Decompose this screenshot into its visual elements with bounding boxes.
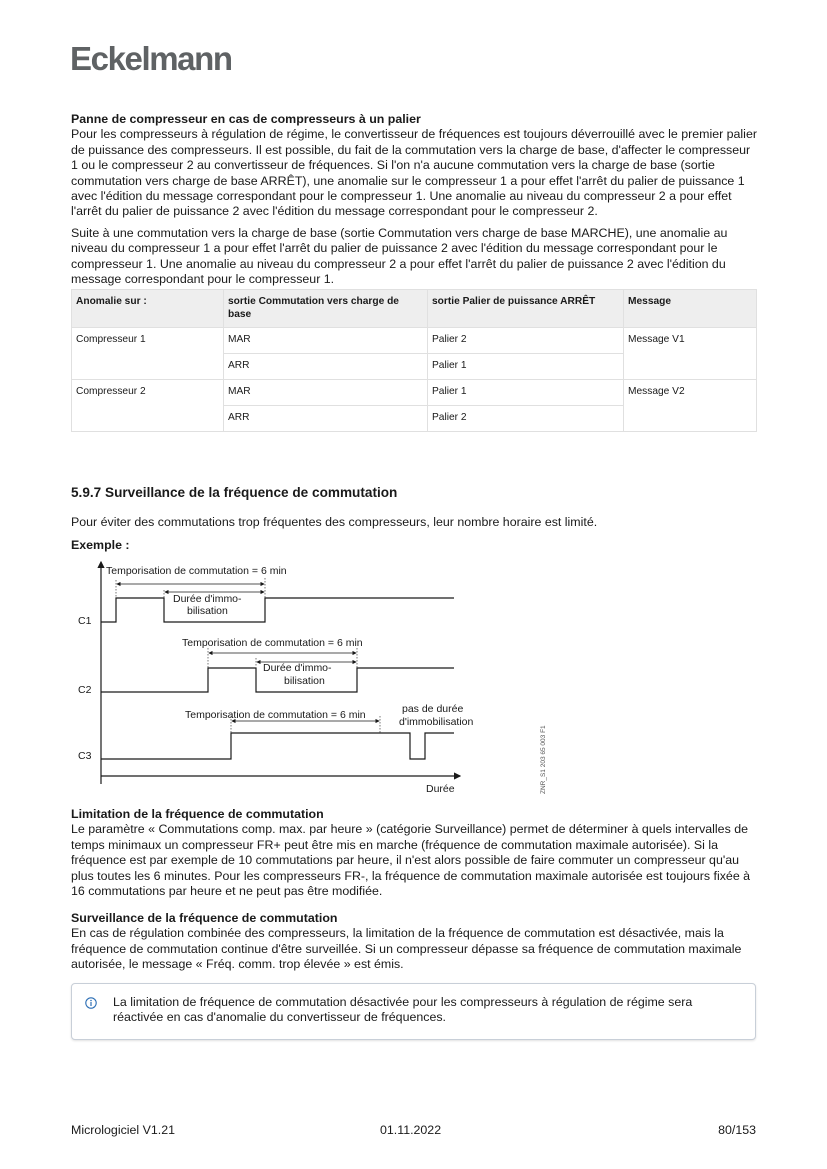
col-header-anomalie: Anomalie sur : — [72, 290, 224, 328]
figure-reference: ZNR_S1 203 65 003 F1 — [540, 725, 547, 794]
panne-paragraph-1: Pour les compresseurs à régulation de régime, le convertisseur de fréquences est toujours déverrouillé avec le premier palier de puissance des compresseurs. Il est possible, du fait de la commutation vers la charge de base, d'affecter le compresseur 1 ou le compresseur 2 au convertisseur de fréquences. Si l'on n'a aucune commutation vers la charge de base (sortie commutation vers charge de base ARRÊT), une anomalie sur le compresseur 1 a pour effet l'arrêt du palier de puissance 1 avec l'édition du message correspondant pour le compresseur 1. Une anomalie au niveau du compresseur 2 a pour effet l'arrêt du palier de puissance 2 avec l'édition du message correspondant pour le compresseur 2. — [71, 127, 757, 219]
eckelmann-logo: Eckelmann — [70, 40, 232, 77]
c3-temporisation-label: Temporisation de commutation = 6 min — [185, 709, 366, 721]
footer-firmware-version: Micrologiciel V1.21 — [71, 1123, 175, 1137]
section-title-597: 5.9.7 Surveillance de la fréquence de commutation — [71, 485, 398, 500]
panne-title: Panne de compresseur en cas de compresseurs à un palier — [71, 112, 421, 126]
channel-label-c1: C1 — [78, 615, 92, 627]
svg-text:bilisation: bilisation — [187, 605, 228, 617]
col-header-sortie-palier: sortie Palier de puissance ARRÊT — [428, 290, 624, 328]
cell-sortie: MAR — [224, 380, 428, 406]
no-immobilisation-label-1: pas de durée — [402, 703, 464, 715]
cell-sortie: MAR — [224, 328, 428, 354]
anomaly-table — [71, 289, 757, 432]
limitation-text: Le paramètre « Commutations comp. max. par heure » (catégorie Surveillance) permet de déterminer à quels intervalles de temps minimaux un compresseur FR+ peut être mis en marche (fréquence de commutation maximale autorisée). Si la fréquence est par exemple de 10 commutations par heure, il n'est alors possible de faire commuter un compresseur qu'au plus toutes les 6 minutes. Pour les compresseurs FR-, la fréquence de commutation maximale autorisée est toujours fixée à 16 commutations par heure et ne peut pas être modifiée. — [71, 822, 751, 899]
svg-text:Durée d'immo-: Durée d'immo- — [173, 593, 242, 605]
svg-text:Durée d'immo-: Durée d'immo- — [263, 662, 332, 674]
surveillance-title: Surveillance de la fréquence de commutation — [71, 911, 338, 925]
x-axis-label: Durée — [426, 783, 455, 795]
switching-timing-diagram — [70, 558, 547, 798]
info-icon — [85, 997, 97, 1009]
info-note — [71, 983, 756, 1040]
surveillance-text: En cas de régulation combinée des compresseurs, la limitation de la fréquence de commutation est désactivée, mais la fréquence de commutation continue d'être surveillée. Si un compresseur dépasse sa fréquence de commutation maximale autorisée, le message « Fréq. comm. trop élevée » est émis. — [71, 926, 742, 972]
channel-label-c2: C2 — [78, 684, 92, 696]
info-note-text: La limitation de fréquence de commutation désactivée pour les compresseurs à régulation de régime sera réactivée en cas d'anomalie du convertisseur de fréquences. — [113, 995, 693, 1025]
cell-sortie: ARR — [224, 406, 428, 432]
limitation-title: Limitation de la fréquence de commutation — [71, 807, 324, 821]
section-intro: Pour éviter des commutations trop fréquentes des compresseurs, leur nombre horaire est limité. — [71, 515, 598, 529]
cell-message: Message V2 — [624, 380, 757, 432]
no-immobilisation-label-2: d'immobilisation — [399, 716, 474, 728]
cell-palier: Palier 1 — [428, 380, 624, 406]
footer-page-number: 80/153 — [718, 1123, 756, 1137]
cell-anomalie: Compresseur 2 — [72, 380, 224, 432]
cell-message: Message V1 — [624, 328, 757, 380]
panne-section — [71, 112, 757, 432]
table-header-row — [72, 290, 757, 328]
c2-temporisation-label: Temporisation de commutation = 6 min — [182, 637, 363, 649]
cell-palier: Palier 2 — [428, 328, 624, 354]
cell-sortie: ARR — [224, 354, 428, 380]
channel-label-c3: C3 — [78, 750, 92, 762]
panne-paragraph-2: Suite à une commutation vers la charge de base (sortie Commutation vers charge de base MARCHE), une anomalie au niveau du compresseur 1 a pour effet l'arrêt du palier de puissance 2 avec l'édition du message correspondant pour le compresseur 1. Une anomalie au niveau du compresseur 2 a pour effet l'arrêt du palier de puissance 2 avec l'édition du message correspondant pour le compresseur 1. — [71, 225, 728, 287]
col-header-message: Message — [624, 290, 757, 328]
table-row — [72, 380, 757, 406]
svg-text:bilisation: bilisation — [284, 675, 325, 687]
footer-date: 01.11.2022 — [380, 1123, 442, 1137]
limitation-section — [71, 807, 761, 899]
cell-anomalie: Compresseur 1 — [72, 328, 224, 380]
c1-temporisation-label: Temporisation de commutation = 6 min — [106, 565, 287, 577]
table-row — [72, 328, 757, 354]
cell-palier: Palier 1 — [428, 354, 624, 380]
surveillance-section — [71, 911, 761, 973]
example-label: Exemple : — [71, 538, 130, 552]
col-header-sortie-commutation: sortie Commutation vers charge de base — [224, 290, 428, 328]
cell-palier: Palier 2 — [428, 406, 624, 432]
